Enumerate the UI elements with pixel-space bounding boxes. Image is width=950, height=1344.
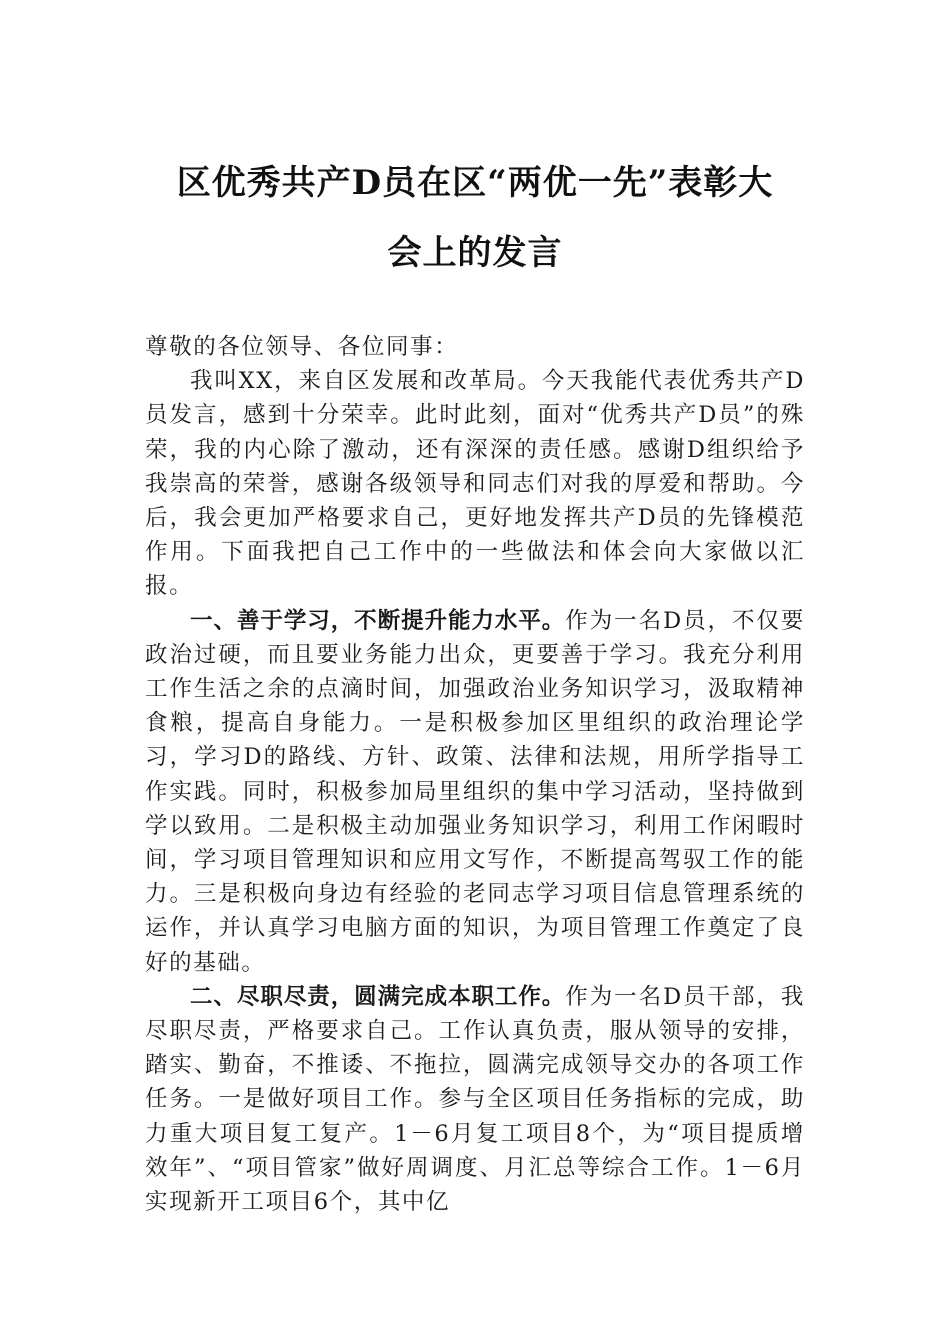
paragraph-intro: 我叫XX，来自区发展和改革局。今天我能代表优秀共产D员发言，感到十分荣幸。此时此刻，面对“优秀共产D员”的殊荣，我的内心除了激动，还有深深的责任感。感谢D组织给予我崇高的荣誉，感谢各级领导和同志们对我的厚爱和帮助。今后，我会更加严格要求自己，更好地发挥共产D员的先锋模范作用。下面我把自己工作中的一些做法和体会向大家做以汇报。 [145,368,805,600]
section-1-heading: 一、善于学习，不断提升能力水平。 [190,607,566,634]
document-body [145,330,805,1219]
paragraph-section-1 [145,604,805,980]
section-2-text: 作为一名D员干部，我尽职尽责，严格要求自己。工作认真负责，服从领导的安排，踏实、勤奋，不推诿、不拖拉，圆满完成领导交办的各项工作任务。一是做好项目工作。参与全区项目任务指标的完成，助力重大项目复工复产。1－6月复工项目8个，为“项目提质增效年”、“项目管家”做好周调度、月汇总等综合工作。1－6月实现新开工项目6个，其中亿 [145,983,805,1216]
section-2-heading: 二、尽职尽责，圆满完成本职工作。 [190,983,566,1010]
document-title-line-1: 区优秀共产D员在区“两优一先”表彰大 [176,163,774,203]
section-1-text: 作为一名D员，不仅要政治过硬，而且要业务能力出众，更要善于学习。我充分利用工作生活之余的点滴时间，加强政治业务知识学习，汲取精神食粮，提高自身能力。一是积极参加区里组织的政治理论学习，学习D的路线、方针、政策、法律和法规，用所学指导工作实践。同时，积极参加局里组织的集中学习活动，坚持做到学以致用。二是积极主动加强业务知识学习，利用工作闲暇时间，学习项目管理知识和应用文写作，不断提高驾驭工作的能力。三是积极向身边有经验的老同志学习项目信息管理系统的运作，并认真学习电脑方面的知识，为项目管理工作奠定了良好的基础。 [145,607,805,976]
paragraph-section-2 [145,980,805,1219]
document-title-line-2: 会上的发言 [387,233,563,273]
salutation: 尊敬的各位领导、各位同事： [145,334,459,360]
